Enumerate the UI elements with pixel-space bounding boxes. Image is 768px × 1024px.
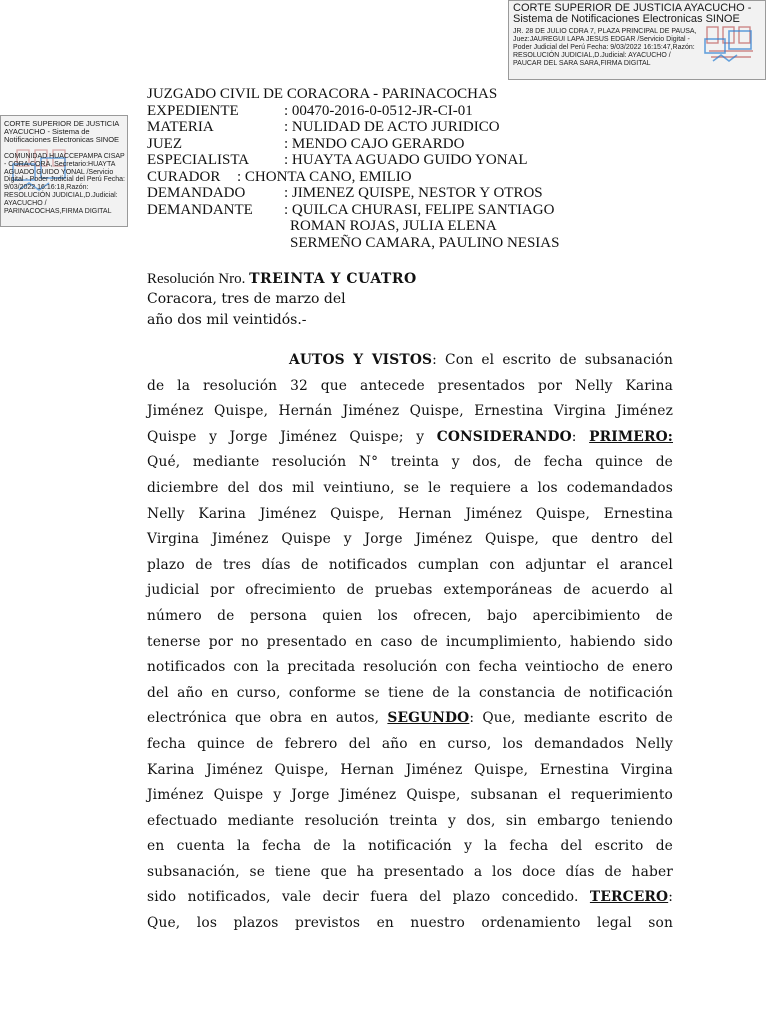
body-text: : bbox=[668, 889, 673, 906]
body-text: Nelly Karina Jiménez Quispe, Hernan Jiménez Quispe, Ernestina bbox=[147, 505, 673, 522]
body-line bbox=[147, 553, 673, 579]
header-value-expediente: : 00470-2016-0-0512-JR-CI-01 bbox=[284, 102, 473, 119]
digital-signature-stamp-secretary bbox=[0, 115, 128, 227]
body-line bbox=[147, 604, 673, 630]
body-text: del año en curso, conforme se tiene de la constancia de notificación bbox=[147, 684, 673, 701]
body-line bbox=[147, 885, 673, 911]
header-value-demandado: : JIMENEZ QUISPE, NESTOR Y OTROS bbox=[284, 185, 543, 201]
header-value-demandante-2: ROMAN ROJAS, JULIA ELENA bbox=[290, 218, 497, 234]
stamp-court-name: CORTE SUPERIOR DE JUSTICIA AYACUCHO - bbox=[513, 2, 752, 14]
body-text: tenerse por no presentado en caso de incumplimiento, habiendo sido bbox=[147, 633, 673, 650]
body-text: subsanación, se tiene que ha presentado a los doce días de haber bbox=[147, 863, 673, 880]
header-key-expediente: EXPEDIENTE bbox=[147, 102, 239, 119]
resolution-number-value: TREINTA Y CUATRO bbox=[249, 271, 417, 287]
stamp-court-name: CORTE SUPERIOR DE JUSTICIA AYACUCHO - Sistema de Notificaciones Electronicas SINOE bbox=[4, 119, 120, 144]
body-text: notificados con la precitada resolución con fecha veintiocho de enero bbox=[147, 659, 673, 676]
body-text: Karina Jiménez Quispe, Hernan Jiménez Quispe, Ernestina Virgina bbox=[147, 761, 673, 778]
header-key-demandado: DEMANDADO bbox=[147, 185, 246, 201]
body-line bbox=[147, 630, 673, 656]
stamp-signature-detail: JR. 28 DE JULIO CDRA 7, PLAZA PRINCIPAL DE PAUSA, Juez:JAUREGUI LAPA JESUS EDGAR /Servicio Digital - Poder Judicial del Perú Fecha: 9/03/2022 16:15:47,Razón: RESOLUCIÓN JUDICIAL,D.Judicial: AYACUCHO / PAUCAR DEL SARA SARA,FIRMA DIGITAL bbox=[513, 28, 697, 67]
body-line bbox=[147, 706, 673, 732]
body-line bbox=[147, 655, 673, 681]
resolution-number bbox=[147, 271, 417, 288]
body-line bbox=[147, 450, 673, 476]
body-text: número de persona quien los ofrecen, bajo apercibimiento de bbox=[147, 607, 673, 624]
body-text: fecha quince de febrero del año en curso, los demandados Nelly bbox=[147, 735, 673, 752]
header-key-materia: MATERIA bbox=[147, 119, 214, 135]
court-name: JUZGADO CIVIL DE CORACORA - PARINACOCHAS bbox=[147, 86, 498, 102]
body-text: sido notificados, vale decir fuera del plazo concedido. bbox=[147, 889, 590, 906]
body-text: plazo de tres días de notificados cumplan con adjuntar el arancel bbox=[147, 556, 673, 573]
resolution-place-date-1: Coracora, tres de marzo del bbox=[147, 291, 346, 307]
body-text: Quispe y Jorge Jiménez Quispe; y bbox=[147, 428, 437, 445]
section-heading-underlined: TERCERO bbox=[589, 889, 669, 906]
body-text: Qué, mediante resolución N° treinta y dos, de fecha quince de bbox=[147, 454, 673, 471]
body-line bbox=[147, 476, 673, 502]
resolution-body bbox=[147, 348, 673, 937]
digital-signature-stamp-judge bbox=[508, 0, 766, 80]
body-line bbox=[147, 860, 673, 886]
body-text: Jiménez Quispe y Jorge Jiménez Quispe, subsanan el requerimiento bbox=[147, 787, 673, 804]
section-heading: CONSIDERANDO bbox=[436, 428, 572, 445]
body-line bbox=[147, 578, 673, 604]
body-text: diciembre del dos mil veintiuno, se le requiere a los codemandados bbox=[147, 479, 673, 496]
resolution-place-date-2: año dos mil veintidós.- bbox=[147, 312, 307, 328]
header-key-demandante: DEMANDANTE bbox=[147, 201, 253, 218]
section-heading: AUTOS Y VISTOS bbox=[289, 352, 433, 368]
body-line bbox=[147, 502, 673, 528]
section-heading-underlined: PRIMERO: bbox=[589, 428, 673, 445]
body-line bbox=[147, 758, 673, 784]
body-text: Que, los plazos previstos en nuestro ordenamiento legal son bbox=[147, 915, 673, 932]
body-text: judicial por ofrecimiento de pruebas extemporáneas de acuerdo al bbox=[147, 582, 673, 599]
stamp-system-name: Sistema de Notificaciones Electronicas SINOE bbox=[513, 13, 740, 25]
body-line bbox=[147, 374, 673, 400]
section-heading-underlined: SEGUNDO bbox=[387, 710, 470, 727]
poder-judicial-logo-icon bbox=[703, 21, 759, 77]
header-key-juez: JUEZ bbox=[147, 135, 182, 152]
header-value-especialista: : HUAYTA AGUADO GUIDO YONAL bbox=[284, 152, 528, 168]
body-text: electrónica que obra en autos, bbox=[147, 710, 388, 727]
body-text: en cuenta la fecha de la notificación y la fecha del escrito de bbox=[147, 838, 673, 855]
body-text: : Con el escrito de subsanación bbox=[432, 352, 673, 368]
body-text: : Que, mediante escrito de bbox=[469, 710, 673, 727]
body-text: : bbox=[571, 428, 590, 445]
resolution-label: Resolución Nro. bbox=[147, 271, 246, 287]
body-line bbox=[147, 783, 673, 809]
body-text: Virgina Jiménez Quispe y Jorge Jiménez Quispe, que dentro del bbox=[147, 531, 673, 548]
header-key-curador: CURADOR bbox=[147, 168, 221, 185]
header-value-curador: : CHONTA CANO, EMILIO bbox=[237, 168, 412, 185]
body-line bbox=[147, 732, 673, 758]
header-value-juez: : MENDO CAJO GERARDO bbox=[284, 135, 465, 152]
header-value-materia: : NULIDAD DE ACTO JURIDICO bbox=[284, 119, 500, 135]
body-line bbox=[147, 527, 673, 553]
body-line bbox=[147, 348, 673, 374]
body-line bbox=[147, 809, 673, 835]
body-line bbox=[147, 425, 673, 451]
header-key-especialista: ESPECIALISTA bbox=[147, 152, 250, 168]
body-line bbox=[147, 834, 673, 860]
stamp-signature-detail: COMUNIDAD HUACCEPAMPA CISAP - CORA CORA, Secretario:HUAYTA AGUADO GUIDO YONAL /Servicio Digital - Poder Judicial del Perú Fecha: 9/03/2022 16:16:18,Razón: RESOLUCIÓN JUDICIAL,D.Judicial: AYACUCHO / PARINACOCHAS,FIRMA DIGITAL bbox=[4, 153, 126, 215]
body-line bbox=[147, 681, 673, 707]
body-text: de la resolución 32 que antecede presentados por Nelly Karina bbox=[147, 377, 673, 394]
body-line bbox=[147, 911, 673, 937]
body-text: efectuado mediante resolución treinta y dos, sin embargo teniendo bbox=[147, 812, 673, 829]
header-value-demandante: : QUILCA CHURASI, FELIPE SANTIAGO bbox=[284, 201, 555, 218]
header-value-demandante-3: SERMEÑO CAMARA, PAULINO NESIAS bbox=[290, 234, 560, 251]
body-line bbox=[147, 399, 673, 425]
body-text: Jiménez Quispe, Hernán Jiménez Quispe, Ernestina Virgina Jiménez bbox=[147, 403, 673, 420]
